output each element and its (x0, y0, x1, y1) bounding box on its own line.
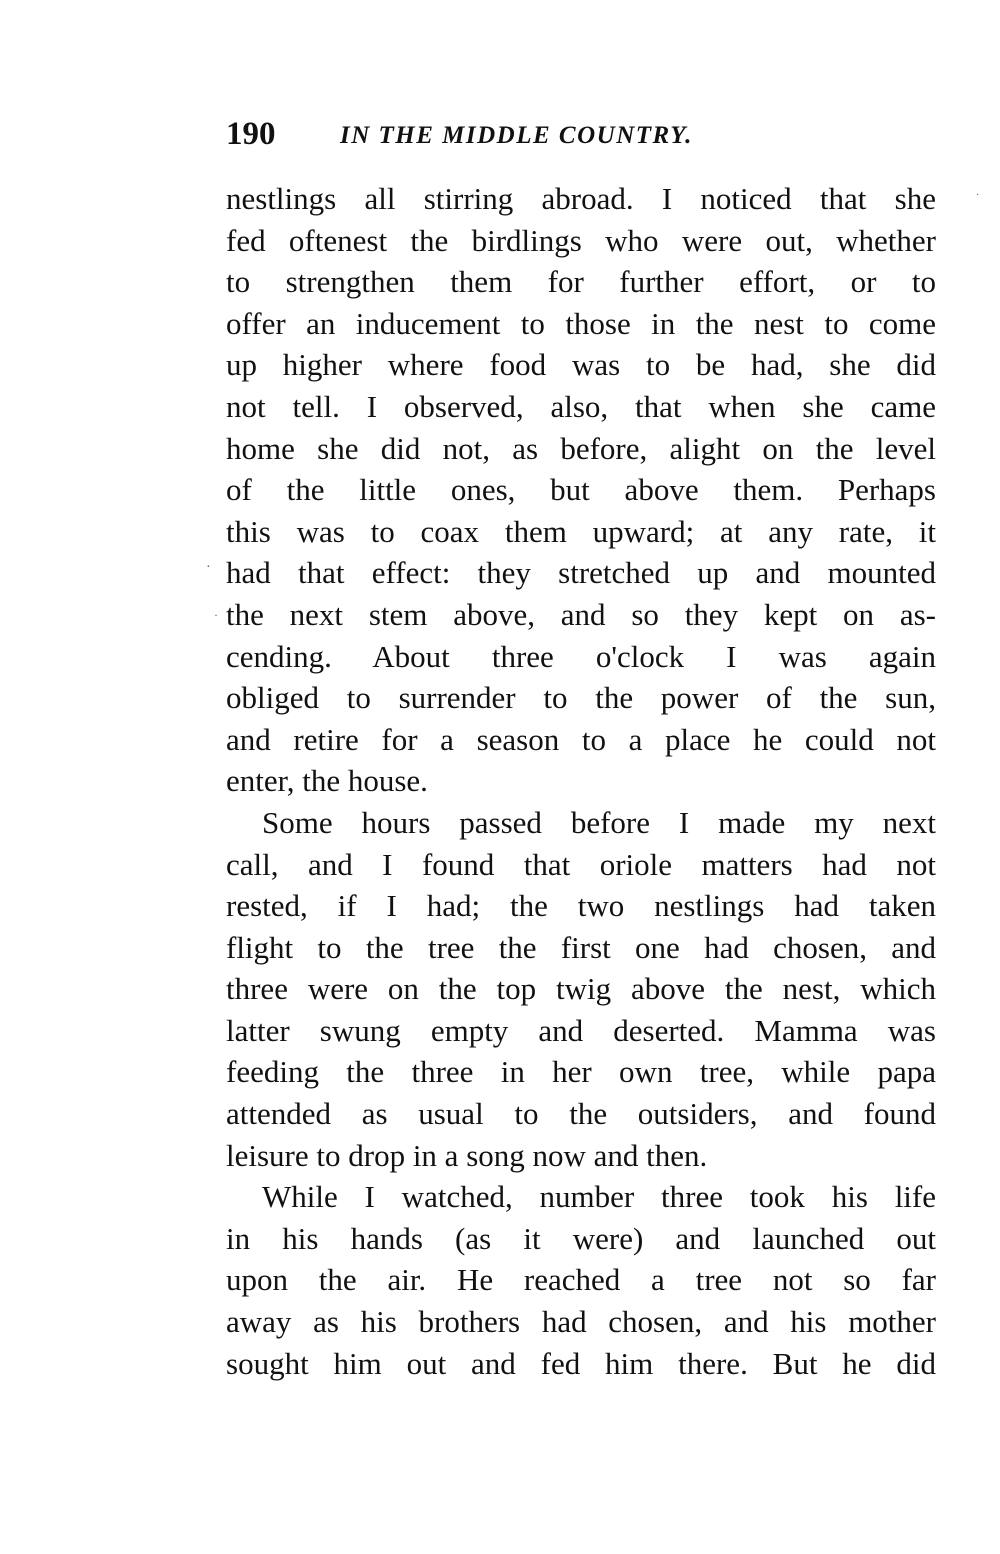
text-line: sought him out and fed him there. But he did (226, 1345, 936, 1381)
text-line: had that effect: they stretched up and mounted (226, 555, 936, 591)
text-line: leisure to drop in a song now and then. (226, 1137, 708, 1173)
text-line: nestlings all stirring abroad. I noticed that she (226, 181, 936, 216)
text-line: up higher where food was to be had, she did (226, 347, 936, 383)
text-line: of the little ones, but above them. Perhaps (226, 472, 936, 508)
text-line: three were on the top twig above the nest, which (226, 971, 936, 1007)
text-line: Some hours passed before I made my next (262, 804, 936, 840)
text-line: attended as usual to the outsiders, and found (226, 1096, 936, 1132)
text-line: away as his brothers had chosen, and his mother (226, 1304, 936, 1340)
text-line: the next stem above, and so they kept on as- (226, 596, 936, 632)
text-line: feeding the three in her own tree, while papa (226, 1054, 936, 1090)
scan-speck: · (214, 608, 218, 622)
page-number: 190 (226, 116, 276, 152)
text-line: While I watched, number three took his life (262, 1179, 936, 1215)
text-line: latter swung empty and deserted. Mamma was (226, 1012, 936, 1048)
scan-speck: · (206, 560, 211, 575)
text-line: to strengthen them for further effort, or to (226, 264, 936, 300)
text-line: cending. About three o'clock I was again (226, 638, 936, 674)
text-line: offer an inducement to those in the nest to come (226, 305, 936, 341)
text-line: fed oftenest the birdlings who were out, whether (226, 222, 936, 258)
text-line: not tell. I observed, also, that when she came (226, 388, 936, 424)
text-line: in his hands (as it were) and launched out (226, 1220, 936, 1256)
text-line: upon the air. He reached a tree not so far (226, 1262, 936, 1298)
text-line: obliged to surrender to the power of the sun, (226, 680, 936, 716)
text-line: and retire for a season to a place he could not (226, 721, 936, 757)
body-text (226, 178, 936, 1384)
text-line: enter, the house. (226, 763, 428, 799)
page-header (226, 112, 936, 156)
running-head: IN THE MIDDLE COUNTRY. (340, 122, 693, 149)
text-line: flight to the tree the first one had chosen, and (226, 929, 936, 965)
scan-speck: · (976, 190, 980, 201)
text-line: call, and I found that oriole matters had not (226, 846, 936, 882)
text-line: home she did not, as before, alight on the level (226, 430, 936, 466)
text-line: rested, if I had; the two nestlings had taken (226, 888, 936, 924)
text-line: this was to coax them upward; at any rate, it (226, 513, 936, 549)
